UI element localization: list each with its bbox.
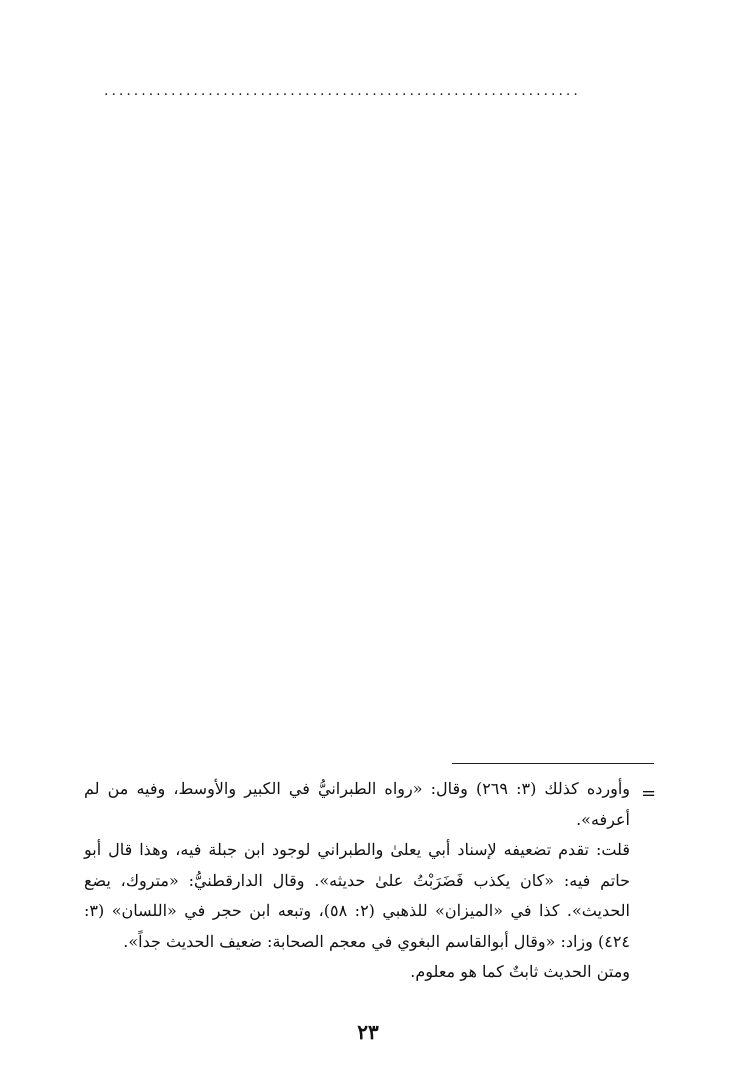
continuation-mark: =: [641, 783, 657, 804]
footnote-paragraph-1: وأورده كذلك (٣: ٢٦٩) وقال: «رواه الطبرانيُّ في الكبير والأوسط، وفيه من لم أعرفه».: [84, 779, 630, 829]
footnote-paragraph-2: قلت: تقدم تضعيفه لإسناد أبي يعلىٰ والطبراني لوجود ابن جبلة فيه، وهذا قال أبو حاتم فيه: «كان يكذب فَضَرَبْتُ علىٰ حديثه». وقال الدارقطنيُّ: «متروك، يضع الحديث». كذا في «الميزان» للذهبي (٢: ٥٨)، وتبعه ابن حجر في «اللسان» (٣: ٤٢٤) وزاد: «وقال أبوالقاسم البغوي في معجم الصحابة: ضعيف الحديث جداً».: [84, 840, 631, 951]
dotted-separator: ................................................................: [104, 84, 581, 98]
footnote-rule: [452, 763, 654, 764]
footnote-paragraph-3: ومتن الحديث ثابتٌ كما هو معلوم.: [410, 962, 630, 981]
footnote-text: [84, 774, 630, 988]
page-number: ٢٣: [357, 1020, 379, 1044]
